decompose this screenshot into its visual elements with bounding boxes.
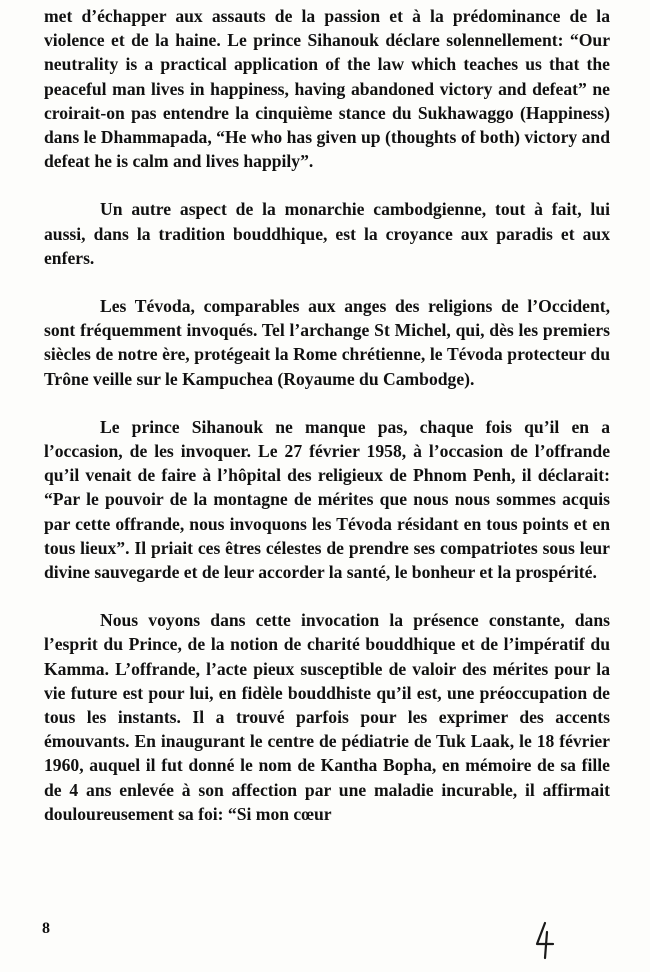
paragraph-4: Le prince Sihanouk ne manque pas, chaque fois qu’il en a l’occasion, de les invoquer. Le 27 février 1958, à l’occasion de l’offrande qu’il venait de faire à l’hôpital des religieux de Phnom Penh, il déclarait: “Par le pouvoir de la montagne de mérites que nous nous sommes acquis par cette offrande, nous invoquons les Tévoda résidant en tous points et en tous lieux”. Il priait ces êtres célestes de prendre ses compatriotes sous leur divine sauvegarde et de leur accorder la santé, le bonheur et la prospérité. xyxy=(44,416,610,583)
paragraph-5: Nous voyons dans cette invocation la présence constante, dans l’esprit du Prince, de la notion de charité bouddhique et de l’impératif du Kamma. L’offrande, l’acte pieux susceptible de valoir des mérites pour la vie future est pour lui, en fidèle bouddhiste qu’il est, une préoccupation de tous les instants. Il a trouvé parfois pour les exprimer des accents émouvants. En inaugurant le centre de pédiatrie de Tuk Laak, le 18 février 1960, auquel il fut donné le nom de Kantha Bopha, en mémoire de sa fille de 4 ans enlevée à son affection par une maladie incurable, il affirmait douloureusement sa foi: “Si mon cœur xyxy=(44,610,610,824)
paragraph-2: Un autre aspect de la monarchie cambodgienne, tout à fait, lui aussi, dans la tradition bouddhique, est la croyance aux paradis et aux enfers. xyxy=(44,199,610,268)
handwritten-mark-icon xyxy=(530,920,558,960)
paragraph-3: Les Tévoda, comparables aux anges des religions de l’Occident, sont fréquemment invoqués. Tel l’archange St Michel, qui, dès les premiers siècles de notre ère, protégeait la Rome chrétienne, le Tévoda protecteur du Trône veille sur le Kampuchea (Royaume du Cambodge). xyxy=(44,296,610,389)
body-text xyxy=(44,4,610,850)
paragraph-1: met d’échapper aux assauts de la passion et à la prédominance de la violence et de la haine. Le prince Sihanouk déclare solennellement: “Our neutrality is a practical application of the law which teaches us that the peaceful man lives in happiness, having abandoned victory and defeat” ne croirait-on pas entendre la cinquième stance du Sukhawaggo (Happiness) dans le Dhammapada, “He who has given up (thoughts of both) victory and defeat he is calm and lives happily”. xyxy=(44,6,610,172)
page-number: 8 xyxy=(42,920,50,937)
